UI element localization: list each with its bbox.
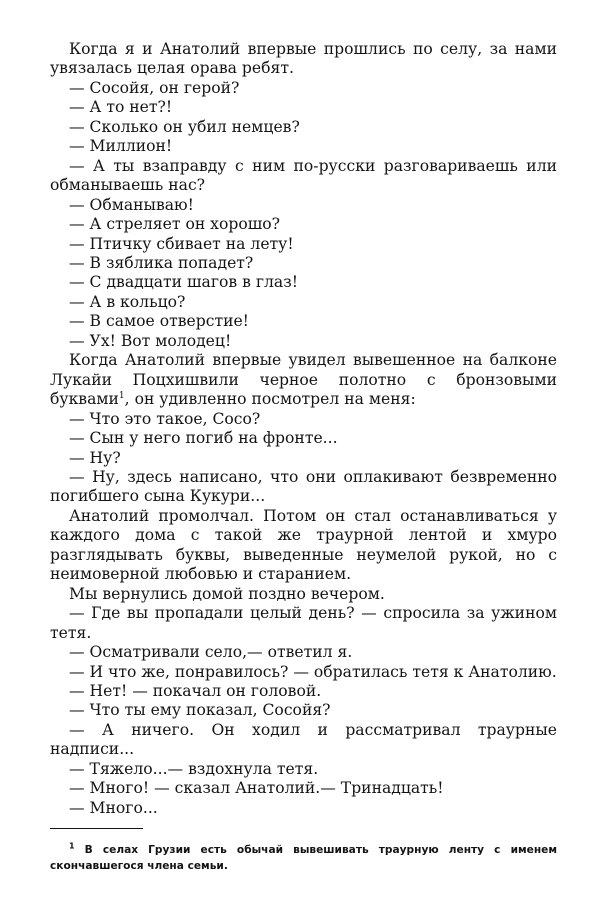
paragraph-text: Когда Анатолий впервые увидел вывешенное на балконе Лукайи Поцхишвили черное полотно с бронзовыми буквами (50, 351, 557, 409)
paragraph: Анатолий промолчал. Потом он стал останавливаться у каждого дома с такой же траурной лентой и хмуро разглядывать буквы, выведенные неумелой рукой, но с неимоверной любовью и старанием. (50, 506, 557, 584)
footnote-reference[interactable]: 1 (118, 390, 125, 401)
paragraph: — В зяблика попадет? (69, 253, 254, 272)
paragraph: — Миллион! (69, 137, 173, 156)
paragraph: — Где вы пропадали целый день? — спросила за ужином тетя. (50, 604, 557, 642)
paragraph: — Обманываю! (69, 195, 194, 214)
paragraph: — С двадцати шагов в глаз! (69, 273, 298, 292)
paragraph: — А ничего. Он ходил и рассматривал траурные надписи... (50, 720, 557, 759)
paragraph: Когда я и Анатолий впервые прошлись по селу, за нами увязалась целая орава ребят. (50, 40, 557, 78)
paragraph: — Ну? (69, 448, 121, 467)
paragraph: — Осматривали село,— ответил я. (69, 643, 353, 662)
paragraph: — А то нет?! (69, 98, 173, 117)
paragraph: — Сосойя, он герой? (69, 78, 240, 97)
paragraph: — Что это такое, Сосо? (69, 409, 261, 428)
paragraph: — А ты взаправду с ним по-русски разговариваешь или обманываешь нас? (50, 156, 557, 195)
footnote-mark: 1 (69, 841, 75, 851)
paragraph: — Что ты ему показал, Сосойя? (69, 701, 331, 720)
paragraph: — Ух! Вот молодец! (69, 331, 232, 350)
paragraph: — А стреляет он хорошо? (69, 215, 280, 234)
book-page (50, 40, 557, 874)
paragraph-text: , он удивленно посмотрел на меня: (124, 390, 416, 409)
paragraph: — В самое отверстие! (69, 312, 249, 331)
footnote-text: В селах Грузии есть обычай вывешивать траурную ленту с именем скончавшегося члена семьи. (50, 844, 557, 873)
paragraph: — Сын у него погиб на фронте... (69, 429, 338, 448)
paragraph: — И что же, понравилось? — обратилась тетя к Анатолию. (69, 662, 557, 681)
paragraph-with-footnote-ref (50, 351, 557, 409)
paragraph: — Птичку сбивает на лету! (69, 234, 294, 253)
main-text (50, 40, 557, 818)
footnote (50, 842, 557, 874)
paragraph: — Ну, здесь написано, что они оплакивают безвременно погибшего сына Кукури... (50, 467, 557, 506)
paragraph: Мы вернулись домой поздно вечером. (69, 584, 385, 603)
paragraph: — Много! — сказал Анатолий.— Тринадцать! (69, 779, 444, 798)
paragraph: — Нет! — покачал он головой. (69, 681, 322, 700)
paragraph: — Много... (69, 798, 158, 817)
paragraph: — Сколько он убил немцев? (69, 117, 300, 136)
paragraph: — А в кольцо? (69, 292, 186, 311)
footnote-divider (50, 828, 143, 829)
paragraph: — Тяжело...— вздохнула тетя. (69, 759, 319, 778)
